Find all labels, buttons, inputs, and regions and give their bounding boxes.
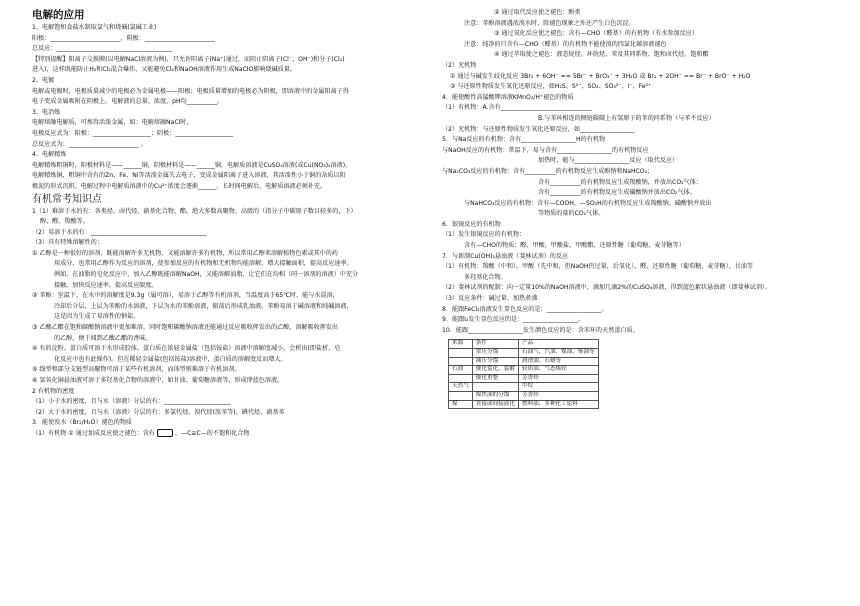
text-line: 化反应中也有此操作)。但在稀轻金属盐(包括铵盐)溶液中，蛋白质的溶解度反而增大。: [54, 355, 287, 363]
text-line: （1）发生银镜反应的有机物：: [442, 231, 526, 239]
table-cell: 煤焦油的分馏: [472, 391, 518, 400]
table-row: [449, 366, 599, 375]
table-header-row: [449, 340, 599, 349]
table-row: [449, 383, 599, 392]
text-line: 电解或电镀时，电极质量减少的电极必为金属电极——阳极；电极质量增加的电极必为阴极，即溶液中的金属阳离子得: [32, 87, 349, 95]
text-line: ⑤ 线型和部分支链型高聚物可溶于某些有机溶剂，而体型则难溶于有机溶剂。: [32, 366, 241, 374]
text-line: 2、电镀: [32, 76, 55, 84]
text-line: 9．能跟I₂发生显色反应的是：__________________。: [442, 316, 585, 324]
text-line: 进入)，这样既能防止H₂和Cl₂混合爆炸，又能避免Cl₂和NaOH溶液作用生成NaClO影响烧碱质量。: [32, 66, 296, 74]
table-header-cell: 来源: [449, 340, 473, 349]
text-line: 注意：纯净的只含有—CHO（醛基）的有机物不能使溴的四氯化碳溶液褪色: [464, 40, 667, 48]
electrolysis-body: [32, 23, 432, 193]
table-row: [449, 349, 599, 358]
alkene-bond-icon: [157, 429, 173, 437]
text-line: ③ 通过氧化反应使之褪色：含有—CHO（醛基）的有机物（有水参加反应）: [494, 30, 698, 38]
text-line: ① 乙醇是一种很好的溶剂，既能溶解许多无机物，又能溶解许多有机物，所以常用乙醇来溶解植物色素或其中的药: [32, 249, 338, 257]
table-row: [449, 374, 599, 383]
text-line: ② 苯酚：室温下，在水中的溶解度是9.3g（属可溶），易溶于乙醇等有机溶剂，当温度高于65℃时，能与水混溶，: [32, 292, 339, 300]
text-line: 注意：苯酚溶液遇浓溴水时，除褪色现象之外还产生白色沉淀。: [464, 19, 635, 27]
table-cell: [449, 357, 473, 366]
text-line: 电极反应式为：阳极：___________________；阴极：___________________: [32, 129, 234, 137]
table-cell: 燃料油、多种化工原料: [518, 400, 598, 409]
text-line: 电解精炼粗铜时，阳极材料是——______铜，阴极材料是——______铜，电解质溶液是CuSO₄溶液(或Cu(NO₃)₂溶液)。: [32, 161, 352, 169]
text-line: 含有__________的有机物反应生成羧酸钠，并放出CO₂气体；: [538, 178, 702, 186]
text-line: ④ 通过萃取使之褪色：液态烷烃、环烷烃、苯及其同系物、饱和卤代烃、饱和酯: [494, 51, 709, 59]
text-line: 与Na₂CO₃反应的有机物：含有__________的有机物反应生成酚钠和NaHCO₃；: [442, 167, 654, 175]
text-line: ② 与还原性物质发生氧化还原反应，如H₂S、S²⁻、SO₂、SO₃²⁻、I⁻、Fe²⁺: [450, 83, 652, 91]
text-line: 5．与Na反应的有机物：含有__________________H的有机物: [442, 136, 606, 144]
text-line: ④ 有的淀粉、蛋白质可溶于水形成胶体。蛋白质在浓轻金属盐（包括铵盐）溶液中溶解度减小，会析出(即盐析，皂: [32, 345, 341, 353]
table-cell: 直接或间接液化: [472, 400, 518, 409]
text-line: 阳极：_______________________，阴极：_______________________: [32, 34, 215, 42]
table-cell: 催化裂化、裂解: [472, 366, 518, 375]
reactions-body: [442, 8, 844, 336]
text-line: （2）大于水的密度，且与水（溶液）分层的有：多氯代烃、溴代烃(溴苯等)、碘代烃、硝基苯: [32, 408, 285, 416]
text-line: 1、电解饱和食盐水制取氯气和烧碱(氯碱工业): [32, 24, 157, 31]
text-line: 与NaOH反应的有机物：常温下，易与含有__________________的有机物反应: [442, 146, 649, 154]
text-line: （2）无机物: [442, 61, 477, 69]
section-title-organic: 有机常考知识点: [32, 193, 102, 205]
table-cell: [449, 391, 473, 400]
text-line: （1）有机物：A.含有______________________________: [442, 104, 593, 112]
table-cell: [449, 349, 473, 358]
text-line: ③ 乙酸乙酯在饱和碳酸钠溶液中更加难溶，同时饱和碳酸钠溶液还能通过反应吸收挥发出的乙酸，溶解吸收挥发出: [32, 324, 338, 332]
text-line: 电解精炼铜，粗铜中含有的Zn、Fe、Ni等活泼金属失去电子，变成金属阳离子进入溶液，其活泼性小于铜的杂质以阳: [32, 172, 346, 180]
text-line: （2）无机物：与还原性物质发生氧化还原反应，如__________________: [442, 125, 635, 133]
text-line: 加热时，能与__________________反应（取代反应）: [538, 157, 679, 165]
text-line: （3）具有特殊溶解性的：: [32, 239, 103, 247]
text-line: 含有—CHO的物质：醛、甲酸、甲酸盐、甲酸酯、还原性糖（葡萄糖、麦芽糖等）: [464, 242, 685, 250]
text-line: 多羟基化合物。: [464, 273, 507, 281]
table-body: [449, 349, 599, 409]
table-row: [449, 391, 599, 400]
text-line: 的乙醇，便于闻到乙酸乙酯的香味。: [54, 334, 152, 342]
bromine-suffix: 、—C≡C—的不饱和化合物: [174, 429, 250, 437]
table-cell: 天然气: [449, 383, 473, 392]
text-line: 6．银镜反应的有机物: [442, 220, 501, 228]
table-header-cell: 条件: [472, 340, 518, 349]
text-line: 4．能使酸性高锰酸钾溶液KMnO₄/H⁺褪色的物质: [442, 93, 574, 101]
text-line: 电子变成金属吸附在阴极上。电解液的总量、浓度、pH均__________。: [32, 98, 224, 106]
text-line: 【特别提醒】阳离子交换膜(以电解NaCl溶液为例)，只允许阳离子(Na⁺)通过，而阻止阴离子(Cl⁻、OH⁻)和分子(Cl₂): [32, 55, 345, 63]
text-line: 极泥的形式沉积。电解过程中电解质溶液中的Cu²⁺浓度会逐渐______。长时间电解后，电解质溶液必须补充。: [32, 182, 327, 190]
bromine-prefix: （1）有机物 ① 通过加成反应使之褪色：含有: [32, 429, 155, 437]
text-line: 总反应式为：_______________________ 。: [32, 140, 147, 148]
right-column: [442, 8, 844, 409]
text-line: 用成分，也常用乙醇作为反应的溶剂，使参加反应的有机物和无机物均能溶解，增大接触面积，提高反应速率。: [54, 260, 353, 268]
text-line: 接触，加快反应速率，提高反应限度。: [54, 281, 158, 289]
left-column: [32, 8, 432, 440]
table-row: [449, 357, 599, 366]
text-line: 4、电解精炼: [32, 151, 67, 159]
organic-body: [32, 207, 432, 429]
text-line: ⑥ 氢氧化铜悬浊液可溶于多羟基化合物的溶液中，如甘油、葡萄糖溶液等，形成绛蓝色溶液。: [32, 377, 284, 384]
text-line: 8．能跟FeCl₃溶液发生显色反应的是：__________________。: [442, 305, 608, 313]
bromine-organic-line: [32, 429, 432, 440]
table-cell: 常压分馏: [472, 349, 518, 358]
text-line: 1（1）难溶于水的有：各类烃、卤代烃、硝基化合物、酯、绝大多数高聚物、高级的（指分子中碳原子数目较多的，下）: [32, 207, 357, 215]
section-title-electrolysis: 电解的应用: [32, 9, 85, 21]
text-line: B.与苯环相连的侧链碳碳上有氢原子的苯的同系物（与苯不反应）: [538, 114, 715, 122]
text-line: 总反应：______________________________________: [32, 45, 173, 53]
fuel-source-table: [448, 339, 599, 409]
table-cell: [449, 374, 473, 383]
text-line: 3、电冶炼: [32, 108, 61, 116]
text-line: 例如，在油脂的皂化反应中，加入乙醇既能溶解NaOH，又能溶解油脂，让它们在均相（同一溶剂的溶液）中充分: [54, 271, 359, 279]
text-line: 与NaHCO₃反应的有机物：含有—COOH、—SO₃H的有机物反应生成羧酸钠、磺酸钠并放出: [464, 199, 712, 207]
table-cell: 减压分馏: [472, 357, 518, 366]
text-line: 醇、醛、羧酸等。: [40, 218, 89, 226]
text-line: 10．能跟__________________发生颜色反应的是：含苯环的天然蛋白质。: [442, 326, 639, 334]
table-cell: 轻质油、气态烯烃: [518, 366, 598, 375]
text-line: 含有__________的有机物反应生成磺酸钠并放出CO₂气体。: [538, 189, 696, 197]
text-line: 2 有机物的密度: [32, 387, 75, 395]
text-line: （2）易溶于水的有：______________________________________: [32, 228, 207, 236]
table-cell: 催化重整: [472, 374, 518, 383]
table-cell: 芳香烃: [518, 391, 598, 400]
text-line: （3）反应条件：碱过量、加热煮沸: [442, 295, 538, 303]
text-line: 等物质的量的CO₂气体。: [538, 210, 605, 218]
table-cell: 芳香烃: [518, 374, 598, 383]
text-line: （1）有机物：羧酸（中和）、甲酸（先中和，但NaOH仍过量，后氧化）、醛、还原性糖（葡萄糖、麦芽糖）、甘油等: [442, 263, 753, 271]
text-line: ② 通过取代反应使之褪色：酚类: [494, 9, 581, 16]
table-cell: 石油: [449, 366, 473, 375]
text-line: 7．与新制Cu(OH)₂悬浊液（斐林试剂）的反应: [442, 252, 569, 260]
table-cell: [472, 383, 518, 392]
table-header-cell: 产品: [518, 340, 598, 349]
text-line: ① 通过与碱发生歧化反应 3Br₂ + 6OH⁻ == 5Br⁻ + BrO₃⁻ + 3H₂O 或 Br₂ + 2OH⁻ == Br⁻ + BrO⁻ + H₂O: [450, 72, 751, 80]
table-row: [449, 400, 599, 409]
table-cell: 煤: [449, 400, 473, 409]
text-line: 这是因为生成了易溶性的钠盐。: [54, 313, 140, 321]
table-cell: 甲烷: [518, 383, 598, 392]
text-line: 电解熔融电解质，可炼得活泼金属，如：电解熔融NaCl时，: [32, 119, 193, 127]
text-line: 冷却后分层，上层为苯酚的水溶液，下层为水的苯酚溶液，振荡后形成乳浊液。苯酚易溶于碱溶液和纯碱溶液，: [54, 302, 353, 310]
text-line: （1）小于水的密度，且与水（溶液）分层的有：______________________: [32, 398, 231, 406]
table-cell: 润滑油、石蜡等: [518, 357, 598, 366]
text-line: 3．能使溴水（Br₂/H₂O）褪色的物质: [32, 419, 133, 427]
text-line: （2）斐林试剂的配制：向一定量10%的NaOH溶液中，滴加几滴2%的CuSO₄溶液，得到蓝色絮状悬浊液（即斐林试剂）。: [442, 284, 772, 292]
table-cell: 石油气、汽油、煤油、柴油等: [518, 349, 598, 358]
